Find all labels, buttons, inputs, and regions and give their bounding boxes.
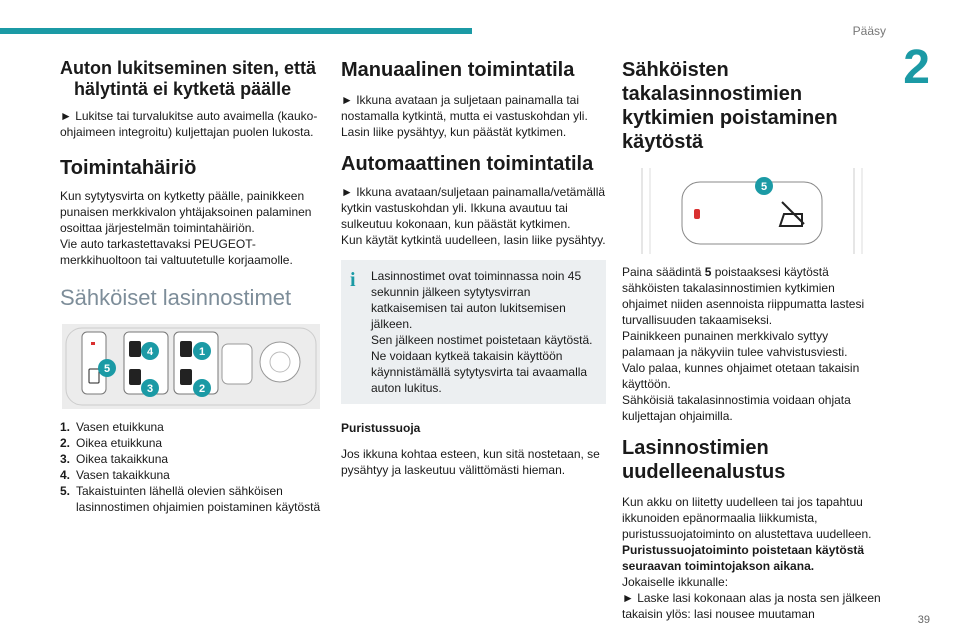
- disable-text-4: Sähköisiä takalasinnostimia voidaan ohjata kuljettajan ohjaimilla.: [622, 393, 851, 423]
- reinit-bold-text: Puristussuojatoiminto poistetaan käytöstä seuraavan toimintojakson aikana.: [622, 543, 865, 573]
- info-text-1: Lasinnostimet ovat toiminnassa noin 45 sekunnin jälkeen sytytysvirran katkaisemisen tai auton lukitsemisen jälkeen.: [371, 269, 582, 331]
- reinit-text-1: Kun akku on liitetty uudelleen tai jos tapahtuu ikkunoiden epänormaalia liikkumista, puristussuojatoiminto on alustettava uudelleen.: [622, 495, 872, 541]
- auto-text-1: ► Ikkuna avataan/suljetaan painamalla/vetämällä kytkin vastuskohdan yli. Ikkuna avautuu tai sulkeutuu kokonaan, kun päästät kytkimen.: [341, 185, 606, 231]
- info-text-2: Sen jälkeen nostimet poistetaan käytöstä.: [371, 333, 593, 347]
- fault-text-2: Vie auto tarkastettavaksi PEUGEOT-merkkihuoltoon tai valtuutetulle korjaamolle.: [60, 237, 293, 267]
- reinit-text-2: Jokaiselle ikkunalle:: [622, 575, 729, 589]
- window-switch-illustration: [62, 324, 320, 409]
- callout-3: 3: [146, 383, 154, 395]
- manual-text: ► Ikkuna avataan ja suljetaan painamalla tai nostamalla kytkintä, mutta ei vastuskohdan yli. Lasin liike pysähtyy, kun päästät kytkimen.: [341, 93, 588, 139]
- column-2: [341, 58, 606, 478]
- disable-text-2: Painikkeen punainen merkkivalo syttyy palamaan ja näkyviin tulee vahvistusviesti.: [622, 329, 848, 359]
- list-item: 2. Oikea etuikkuna: [60, 436, 163, 450]
- disable-text-1: Paina säädintä 5 poistaaksesi käytöstä sähköisten takalasinnostimien kytkimien ohjaimet niiden asennoista riippumatta lastesi turvallisuuden takaamiseksi.: [622, 265, 865, 327]
- disable-text-3: Valo palaa, kunnes ohjaimet otetaan takaisin käyttöön.: [622, 361, 860, 391]
- reinit-text-3: ► Laske lasi kokonaan alas ja nosta sen jälkeen takaisin ylös: lasi nousee muutaman: [622, 591, 881, 621]
- section-name: Pääsy: [852, 24, 886, 38]
- list-item: 4. Vasen takaikkuna: [60, 468, 170, 482]
- list-item: 1. Vasen etuikkuna: [60, 420, 164, 434]
- window-switch-figure: [62, 324, 320, 409]
- callout-4: 4: [146, 346, 154, 358]
- pinch-heading: Puristussuoja: [341, 421, 421, 435]
- fault-heading: Toimintahäiriö: [60, 157, 197, 179]
- pinch-text: Jos ikkuna kohtaa esteen, kun sitä nostetaan, se pysähtyy ja laskeutuu välittömästi hieman.: [341, 447, 600, 477]
- child-lock-illustration: [632, 168, 872, 254]
- child-lock-figure: [632, 168, 872, 254]
- top-accent-bar: [0, 28, 472, 34]
- window-list: [60, 419, 330, 515]
- callout-5: 5: [103, 363, 111, 375]
- column-1: [60, 58, 330, 515]
- info-text-3: Ne voidaan kytkeä takaisin käyttöön käynnistämällä sytytysvirta tai avaamalla auton lukitus.: [371, 349, 588, 395]
- callout-5: 5: [760, 181, 768, 193]
- page-number: 39: [917, 614, 930, 626]
- auto-text-2: Kun käytät kytkintä uudelleen, lasin liike pysähtyy.: [341, 233, 606, 247]
- manual-heading: Manuaalinen toimintatila: [341, 59, 575, 81]
- fault-text-1: Kun sytytysvirta on kytketty päälle, painikkeen punaisen merkkivalon yhtäjaksoinen palaminen osoittaa järjestelmän toimintahäiriön.: [60, 189, 312, 235]
- callout-1: 1: [198, 346, 206, 358]
- list-item: 5. Takaistuinten lähellä olevien sähköisen lasinnostimen ohjaimien poistaminen käytöstä: [60, 484, 321, 514]
- info-icon: i: [350, 269, 356, 291]
- chapter-number: 2: [903, 41, 930, 94]
- column-3: [622, 58, 882, 622]
- list-item: 3. Oikea takaikkuna: [60, 452, 169, 466]
- windows-heading: Sähköiset lasinnostimet: [60, 285, 292, 310]
- alarm-text: ► Lukitse tai turvalukitse auto avaimella (kauko-ohjaimeen integroitu) kuljettajan puolen lukosta.: [60, 109, 318, 139]
- disable-heading: Sähköisten takalasinnostimien kytkimien poistaminen käytöstä: [622, 59, 838, 153]
- auto-heading: Automaattinen toimintatila: [341, 153, 594, 175]
- alarm-heading: Auton lukitseminen siten, että hälytintä ei kytketä päälle: [60, 58, 317, 99]
- reinit-heading: Lasinnostimien uudelleenalustus: [622, 437, 786, 483]
- callout-2: 2: [198, 383, 206, 395]
- info-box: [341, 260, 606, 404]
